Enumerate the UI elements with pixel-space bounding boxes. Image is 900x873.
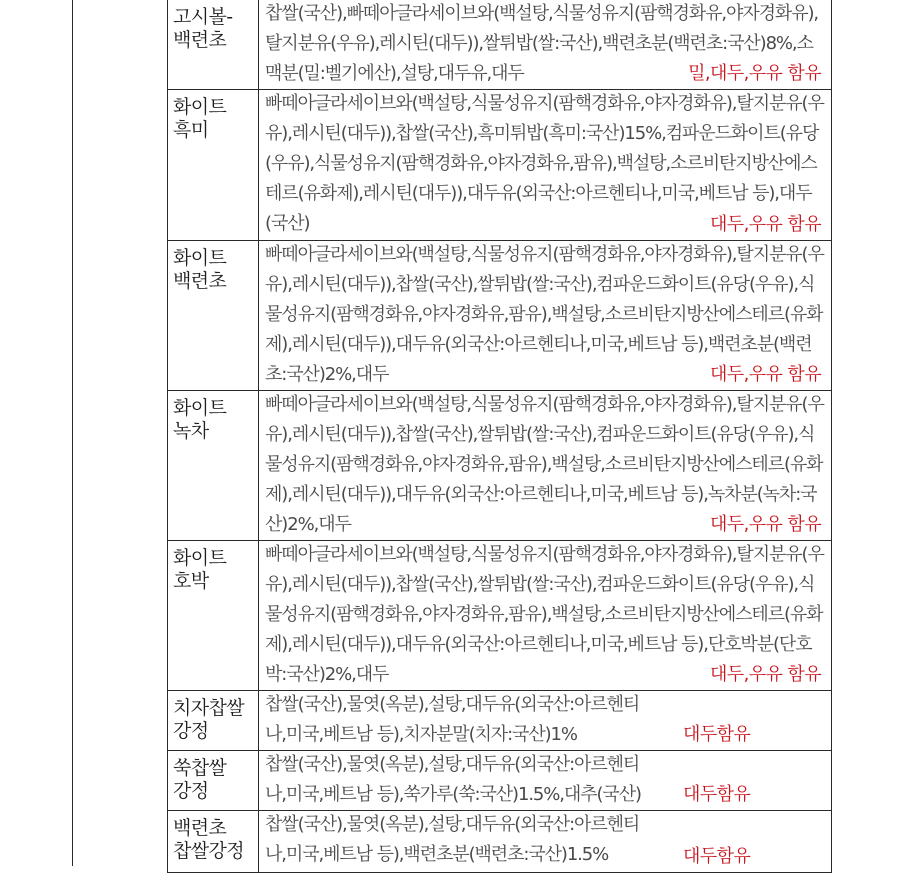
ingredient-cell [259,90,832,241]
outer-border-line [72,0,73,866]
ingredient-cell [259,241,832,391]
table-row [168,90,832,241]
allergen-notice: 대두함유 [683,784,751,805]
product-name: 치자찹쌀 강정 [168,691,259,751]
ingredient-cell [259,541,832,691]
product-name: 화이트 백련초 [168,241,259,391]
ingredient-cell [259,0,832,90]
product-name: 쑥찹쌀 강정 [168,751,259,811]
allergen-notice: 대두함유 [683,846,751,867]
product-ingredient-table [167,0,832,873]
ingredient-cell [259,751,832,811]
table-row [168,0,832,90]
ingredient-text: 찹쌀(국산),빠떼아글라세이브와(백설탕,식물성유지(팜핵경화유,야자경화유),탈지분유(우유),레시틴(대두)),쌀튀밥(쌀:국산),백련초분(백련초:국산)8%,소맥분(밀:벨기에산),설탕,대두유,대두 [265,3,819,84]
ingredient-cell [259,811,832,873]
product-name: 화이트 호박 [168,541,259,691]
table-row [168,811,832,873]
table-row [168,541,832,691]
product-name: 화이트 흑미 [168,90,259,241]
ingredient-text: 빠떼아글라세이브와(백설탕,식물성유지(팜핵경화유,야자경화유),탈지분유(우유),레시틴(대두)),찹쌀(국산),흑미튀밥(흑미:국산)15%,컴파운드화이트(유당(우유),식물성유지(팜핵경화유,야자경화유,팜유),백설탕,소르비탄지방산에스테르(유화제),레시틴(대두)),대두유(외국산:아르헨티나,미국,베트남 등),대두(국산) [265,93,824,234]
product-name: 화이트 녹차 [168,391,259,541]
ingredient-cell [259,691,832,751]
ingredient-text: 빠떼아글라세이브와(백설탕,식물성유지(팜핵경화유,야자경화유),탈지분유(우유),레시틴(대두)),찹쌀(국산),쌀튀밥(쌀:국산),컴파운드화이트(유당(우유),식물성유지(팜핵경화유,야자경화유,팜유),백설탕,소르비탄지방산에스테르(유화제),레시틴(대두)),대두유(외국산:아르헨티나,미국,베트남 등),백련초분(백련초:국산)2%,대두 [265,244,824,385]
allergen-notice: 밀,대두,우유 함유 [688,63,821,84]
allergen-notice: 대두,우유 함유 [710,364,821,385]
ingredient-text: 찹쌀(국산),물엿(옥분),설탕,대두유(외국산:아르헨티나,미국,베트남 등),치자분말(치자:국산)1% [265,694,640,745]
product-name: 고시볼- 백련초 [168,0,259,90]
ingredient-text: 빠떼아글라세이브와(백설탕,식물성유지(팜핵경화유,야자경화유),탈지분유(우유),레시틴(대두)),찹쌀(국산),쌀튀밥(쌀:국산),컴파운드화이트(유당(우유),식물성유지(팜핵경화유,야자경화유,팜유),백설탕,소르비탄지방산에스테르(유화제),레시틴(대두)),대두유(외국산:아르헨티나,미국,베트남 등),녹차분(녹차:국산)2%,대두 [265,394,824,535]
product-name: 백련초 찹쌀강정 [168,811,259,873]
table-row [168,691,832,751]
allergen-notice: 대두,우유 함유 [710,514,821,535]
ingredient-text: 빠떼아글라세이브와(백설탕,식물성유지(팜핵경화유,야자경화유),탈지분유(우유),레시틴(대두)),찹쌀(국산),쌀튀밥(쌀:국산),컴파운드화이트(유당(우유),식물성유지(팜핵경화유,야자경화유,팜유),백설탕,소르비탄지방산에스테르(유화제),레시틴(대두)),대두유(외국산:아르헨티나,미국,베트남 등),단호박분(단호박:국산)2%,대두 [265,544,824,685]
ingredient-text: 찹쌀(국산),물엿(옥분),설탕,대두유(외국산:아르헨티나,미국,베트남 등),쑥가루(쑥:국산)1.5%,대추(국산) [265,754,641,805]
table-row [168,391,832,541]
table-row [168,241,832,391]
allergen-notice: 대두함유 [683,724,751,745]
allergen-notice: 대두,우유 함유 [710,214,821,235]
table-row [168,751,832,811]
ingredient-text: 찹쌀(국산),물엿(옥분),설탕,대두유(외국산:아르헨티나,미국,베트남 등),백련초분(백련초:국산)1.5% [265,814,640,865]
allergen-notice: 대두,우유 함유 [710,664,821,685]
ingredient-cell [259,391,832,541]
